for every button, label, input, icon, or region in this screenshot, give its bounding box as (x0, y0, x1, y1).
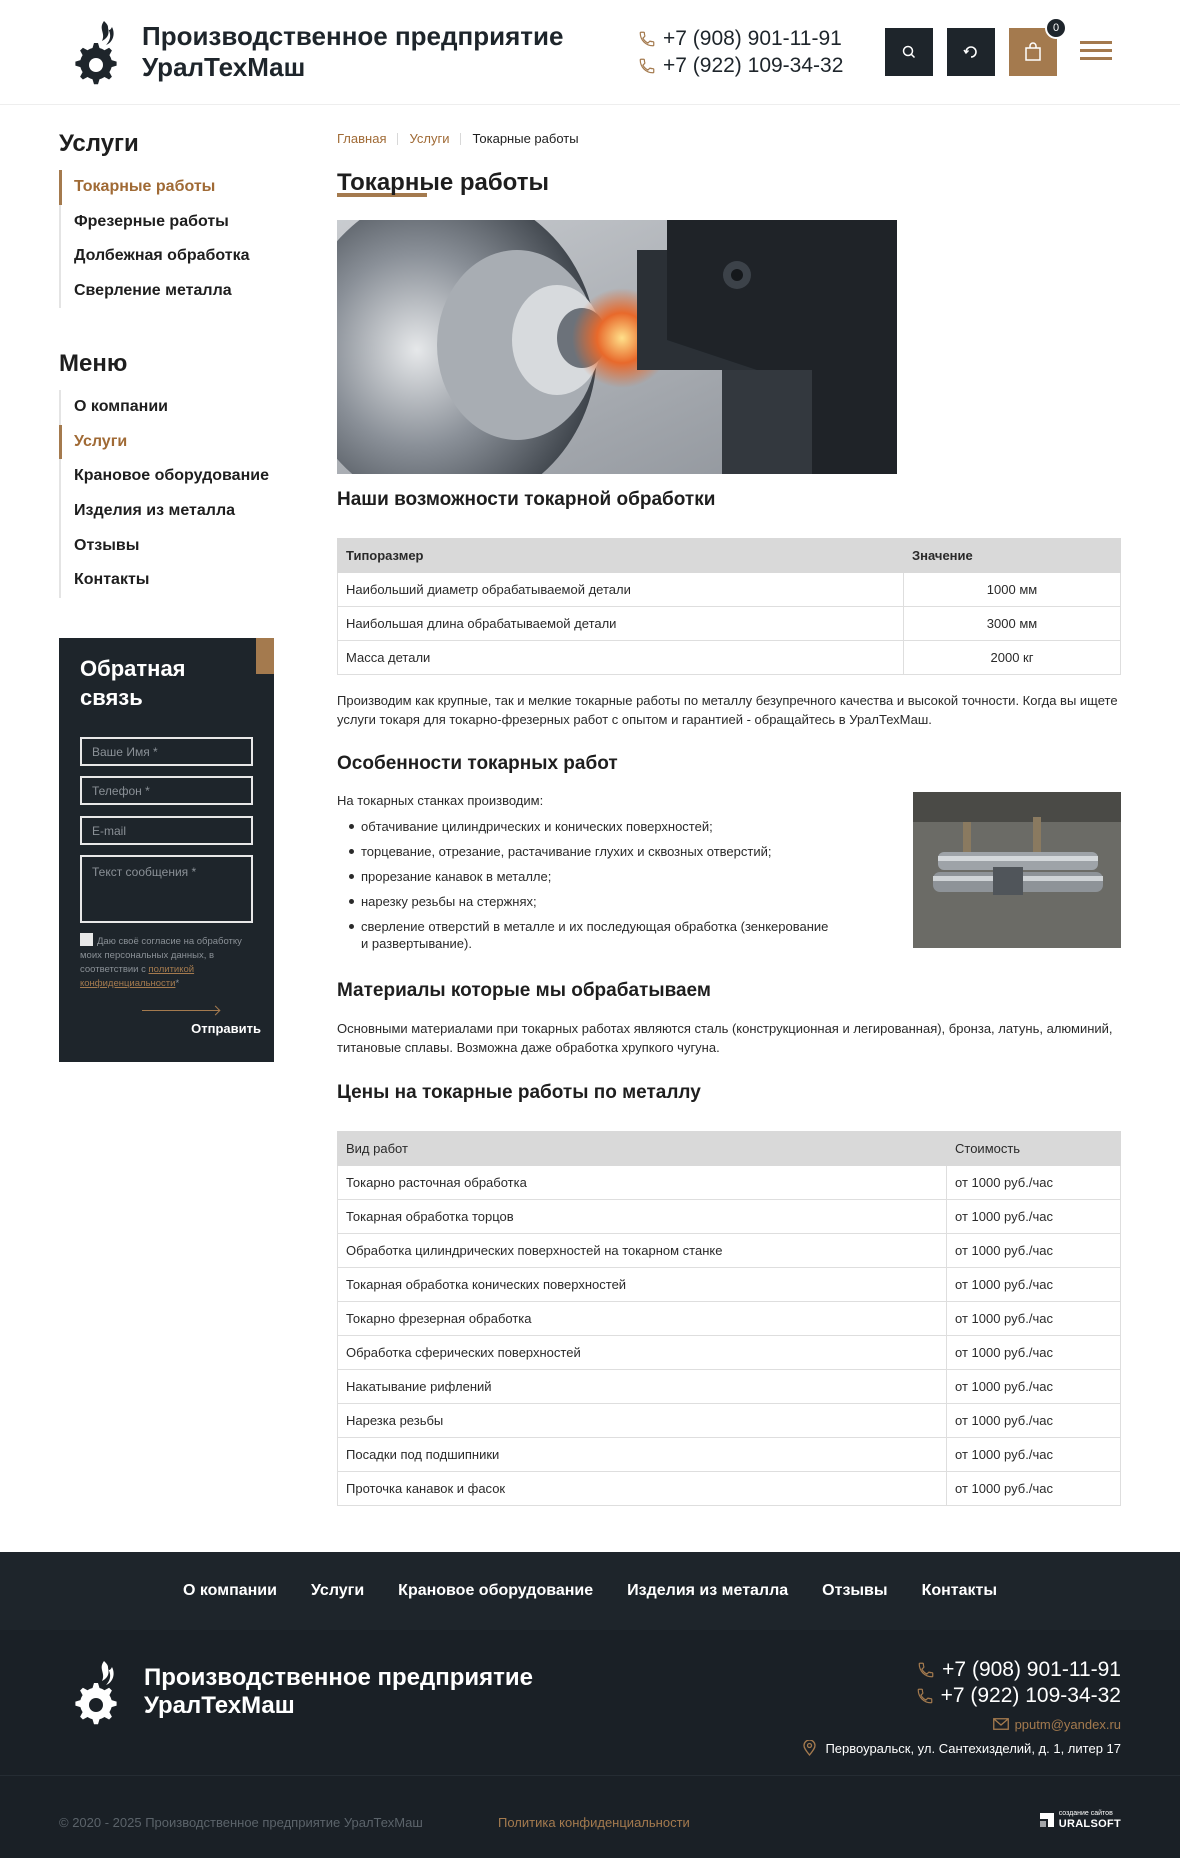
footer-logo[interactable] (66, 1657, 533, 1727)
breadcrumb-services[interactable]: Услуги (409, 131, 450, 146)
footer-nav-reviews[interactable]: Отзывы (822, 1582, 888, 1599)
mail-icon (993, 1718, 1009, 1730)
table-cell: 2000 кг (904, 641, 1121, 675)
table-cell: Токарно фрезерная обработка (338, 1302, 947, 1336)
privacy-policy-link[interactable]: политикой конфиденциальности (80, 964, 195, 989)
sidebar-services-list (59, 170, 250, 308)
email-input[interactable] (80, 816, 253, 845)
uralsoft-logo-icon (1038, 1811, 1056, 1829)
footer-email[interactable] (803, 1713, 1121, 1735)
menu-hamburger-icon[interactable] (1080, 41, 1112, 61)
list-item: обтачивание цилиндрических и конических поверхностей; (337, 818, 837, 835)
table-row (338, 1336, 1121, 1370)
features-list (337, 818, 837, 960)
features-heading: Особенности токарных работ (337, 753, 618, 774)
phone-icon (917, 1661, 935, 1679)
footer-address-text: Первоуральск, ул. Сантехизделий, д. 1, литер 17 (825, 1740, 1121, 1756)
table-header-cell: Стоимость (947, 1132, 1121, 1166)
table-cell: Токарно расточная обработка (338, 1166, 947, 1200)
breadcrumb-separator (397, 133, 398, 145)
header-phone-2[interactable] (638, 52, 843, 79)
header-phone-1-text: +7 (908) 901-11-91 (663, 27, 842, 50)
footer-company-line1: Производственное предприятие (144, 1664, 534, 1691)
table-cell: Наибольший диаметр обрабатываемой детали (338, 573, 904, 607)
header-phone-2-text: +7 (922) 109-34-32 (663, 54, 844, 77)
table-cell: 3000 мм (904, 607, 1121, 641)
list-item: сверление отверстий в металле и их последующая обработка (зенкерование и развертывание). (337, 918, 837, 952)
table-row (338, 1268, 1121, 1302)
table-row (338, 573, 1121, 607)
table-row (338, 641, 1121, 675)
phone-icon (638, 57, 656, 75)
sidebar-item-services[interactable]: Услуги (59, 425, 269, 460)
footer-company-name (144, 1664, 533, 1720)
developer-logo[interactable] (1038, 1810, 1121, 1830)
sidebar-item-drilling[interactable]: Сверление металла (74, 282, 232, 300)
table-header-row (338, 539, 1121, 573)
prices-table (337, 1131, 1121, 1506)
lathe-machining-photo (337, 220, 897, 474)
consent-checkbox[interactable] (80, 933, 93, 946)
table-cell: от 1000 руб./час (947, 1472, 1121, 1506)
shopping-bag-icon (1024, 42, 1042, 62)
phone-icon (638, 30, 656, 48)
sidebar-menu-list (59, 390, 269, 598)
table-cell: 1000 мм (904, 573, 1121, 607)
prices-heading: Цены на токарные работы по металлу (337, 1082, 701, 1103)
consent-text: Даю своё согласие на обработку моих персональных данных, в соответствии с (80, 936, 242, 975)
sidebar-item-about[interactable]: О компании (74, 398, 168, 416)
company-name-line1: Производственное предприятие (142, 21, 564, 51)
footer-email-text: pputm@yandex.ru (1014, 1716, 1121, 1732)
sidebar-item-turning[interactable]: Токарные работы (59, 170, 250, 205)
table-cell: от 1000 руб./час (947, 1166, 1121, 1200)
footer-address (803, 1735, 1121, 1761)
footer-phone-1[interactable] (803, 1657, 1121, 1683)
site-header (0, 0, 1180, 105)
sidebar-services-title: Услуги (59, 130, 139, 157)
sidebar-item-contacts[interactable]: Контакты (74, 571, 150, 589)
table-row (338, 1404, 1121, 1438)
message-textarea[interactable] (80, 855, 253, 923)
feedback-accent-corner (256, 638, 274, 674)
logo[interactable] (66, 16, 566, 88)
table-cell: от 1000 руб./час (947, 1438, 1121, 1472)
header-phones (638, 25, 843, 79)
cart-count-badge: 0 (1045, 17, 1067, 39)
footer-nav (0, 1552, 1180, 1630)
name-input[interactable] (80, 737, 253, 766)
footer-company-line2: УралТехМаш (144, 1692, 295, 1719)
search-icon (901, 44, 917, 60)
footer-nav-about[interactable]: О компании (182, 1582, 277, 1599)
developer-name: URALSOFT (1058, 1818, 1121, 1830)
page-title: Токарные работы (337, 169, 549, 196)
list-item: торцевание, отрезание, растачивание глухих и сквозных отверстий; (337, 843, 837, 860)
table-row (338, 1370, 1121, 1404)
table-cell: от 1000 руб./час (947, 1336, 1121, 1370)
feedback-title: Обратная связь (80, 656, 186, 710)
gear-flame-logo-icon (66, 1657, 122, 1727)
table-cell: Посадки под подшипники (338, 1438, 947, 1472)
breadcrumb (337, 131, 579, 146)
table-cell: Обработка цилиндрических поверхностей на токарном станке (338, 1234, 947, 1268)
footer-contacts (803, 1657, 1121, 1761)
developer-tagline: создание сайтов (1058, 1810, 1113, 1817)
gear-flame-logo-icon (66, 17, 122, 87)
sidebar-menu-title: Меню (59, 350, 128, 377)
table-header-cell: Вид работ (338, 1132, 947, 1166)
list-item: прорезание канавок в металле; (337, 868, 837, 885)
header-phone-1[interactable] (638, 25, 843, 52)
table-cell: от 1000 руб./час (947, 1234, 1121, 1268)
table-row (338, 1200, 1121, 1234)
arrow-right-icon (142, 1010, 219, 1011)
search-button[interactable] (885, 28, 933, 76)
table-cell: Проточка канавок и фасок (338, 1472, 947, 1506)
footer-nav-cranes[interactable]: Крановое оборудование (398, 1582, 594, 1599)
sidebar-item-slotting[interactable]: Долбежная обработка (74, 247, 250, 265)
footer-phone-1-text: +7 (908) 901-11-91 (942, 1658, 1121, 1681)
callback-icon (962, 43, 980, 61)
table-header-cell: Значение (904, 539, 1121, 573)
capabilities-table (337, 538, 1121, 675)
table-cell: Наибольшая длина обрабатываемой детали (338, 607, 904, 641)
table-cell: от 1000 руб./час (947, 1302, 1121, 1336)
sidebar-item-milling[interactable]: Фрезерные работы (74, 212, 229, 230)
sidebar-item-cranes[interactable]: Крановое оборудование (74, 467, 269, 485)
footer-nav-contacts[interactable]: Контакты (921, 1582, 998, 1599)
footer-nav-metal-products[interactable]: Изделия из металла (627, 1582, 789, 1599)
list-item: нарезку резьбы на стержнях; (337, 893, 837, 910)
sidebar-item-reviews[interactable]: Отзывы (74, 536, 140, 554)
callback-button[interactable] (947, 28, 995, 76)
table-cell: от 1000 руб./час (947, 1200, 1121, 1234)
copyright: © 2020 - 2025 Производственное предприятие УралТехМаш (59, 1815, 423, 1830)
table-row (338, 1438, 1121, 1472)
table-cell: Обработка сферических поверхностей (338, 1336, 947, 1370)
table-row (338, 1302, 1121, 1336)
materials-paragraph: Основными материалами при токарных работах являются сталь (конструкционная и легированная), бронза, латунь, алюминий, титановые сплавы. Возможна даже обработка хрупкого чугуна. (337, 1021, 1113, 1055)
breadcrumb-separator (460, 133, 461, 145)
breadcrumb-current: Токарные работы (472, 131, 579, 146)
footer-nav-services[interactable]: Услуги (310, 1582, 365, 1599)
footer-phone-2[interactable] (803, 1683, 1121, 1709)
table-cell: от 1000 руб./час (947, 1370, 1121, 1404)
site-footer (0, 1630, 1180, 1858)
phone-icon (916, 1687, 934, 1705)
table-row (338, 607, 1121, 641)
intro-paragraph: Производим как крупные, так и мелкие токарные работы по металлу безупречного качества и высокой точности. Когда вы ищете услуги токаря для токарно-фрезерных работ с опытом и гарантией - обращайтесь в УралТехМаш. (337, 693, 1118, 727)
table-header-row (338, 1132, 1121, 1166)
breadcrumb-home[interactable]: Главная (337, 131, 387, 146)
consent-required-star: * (175, 978, 180, 989)
features-intro: На токарных станках производим: (337, 793, 544, 808)
company-name (142, 21, 563, 83)
company-name-line2: УралТехМаш (142, 52, 306, 82)
table-cell: от 1000 руб./час (947, 1404, 1121, 1438)
table-row (338, 1472, 1121, 1506)
machined-shafts-photo (913, 792, 1121, 948)
location-pin-icon (803, 1740, 816, 1756)
footer-phone-2-text: +7 (922) 109-34-32 (940, 1684, 1121, 1707)
phone-input[interactable] (80, 776, 253, 805)
capabilities-heading: Наши возможности токарной обработки (337, 489, 716, 510)
table-cell: Масса детали (338, 641, 904, 675)
materials-heading: Материалы которые мы обрабатываем (337, 980, 711, 1001)
consent-block (80, 933, 255, 991)
table-cell: от 1000 руб./час (947, 1268, 1121, 1302)
feedback-form (59, 638, 274, 1062)
footer-divider (0, 1775, 1180, 1776)
table-cell: Токарная обработка конических поверхностей (338, 1268, 947, 1302)
table-cell: Накатывание рифлений (338, 1370, 947, 1404)
submit-button[interactable]: Отправить (179, 1018, 261, 1038)
sidebar-item-metal-products[interactable]: Изделия из металла (74, 502, 236, 520)
footer-privacy-link[interactable]: Политика конфиденциальности (498, 1815, 690, 1830)
table-cell: Нарезка резьбы (338, 1404, 947, 1438)
table-cell: Токарная обработка торцов (338, 1200, 947, 1234)
table-row (338, 1234, 1121, 1268)
table-header-cell: Типоразмер (338, 539, 904, 573)
table-row (338, 1166, 1121, 1200)
cart-button[interactable] (1009, 22, 1060, 76)
